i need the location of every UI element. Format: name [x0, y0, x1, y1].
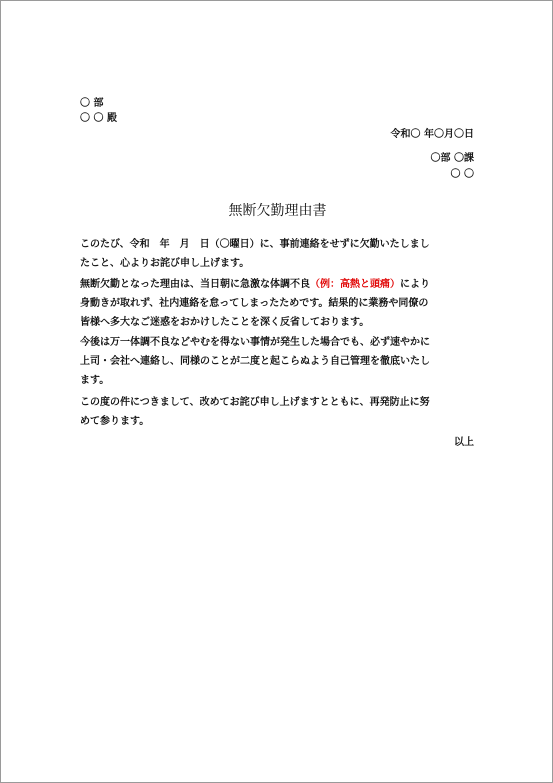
paragraph-line: このたび、令和 年 月 日（〇曜日）に、事前連絡をせずに欠勤いたしまし [80, 239, 430, 250]
paragraph-line: 上司・会社へ連絡し、同様のことが二度と起こらぬよう自己管理を徹底いたし [80, 356, 430, 367]
paragraph-line: 今後は万一体調不良などやむを得ない事情が発生した場合でも、必ず速やかに [80, 337, 430, 348]
paragraph-line: 皆様へ多大なご迷惑をおかけしたことを深く反省しております。 [80, 317, 370, 328]
reason-example-highlight: （例：高熱と頭痛） [310, 279, 400, 290]
reason-text: 無断欠勤となった理由は、当日朝に急激な体調不良 [80, 279, 310, 290]
paragraph-line [80, 275, 475, 294]
reason-text-tail: により [400, 279, 430, 290]
document-date: 令和〇 年〇月〇日 [390, 129, 474, 140]
paragraph-line: この度の件につきまして、改めてお詫び申し上げますとともに、再発防止に努 [80, 397, 430, 408]
paragraph-reason [80, 275, 475, 332]
sender-name: 〇 〇 [450, 169, 474, 180]
paragraph-line: めて参ります。 [80, 416, 150, 427]
paragraph-line: 身動きが取れず、社内連絡を怠ってしまったためです。結果的に業務や同僚の [80, 298, 429, 309]
paragraph-line: たこと、心よりお詫び申し上げます。 [80, 258, 250, 269]
document-title: 無断欠勤理由書 [228, 203, 327, 219]
closing-mark: 以上 [454, 437, 474, 448]
paragraph-prevention [80, 333, 475, 390]
paragraph-apology [80, 235, 475, 273]
paragraph-closing-remarks [80, 393, 475, 431]
paragraph-line: ます。 [80, 375, 110, 386]
sender-department: 〇部 〇課 [430, 153, 474, 164]
addressee-name: 〇 〇 殿 [80, 113, 117, 124]
addressee-department: 〇 部 [80, 98, 104, 109]
